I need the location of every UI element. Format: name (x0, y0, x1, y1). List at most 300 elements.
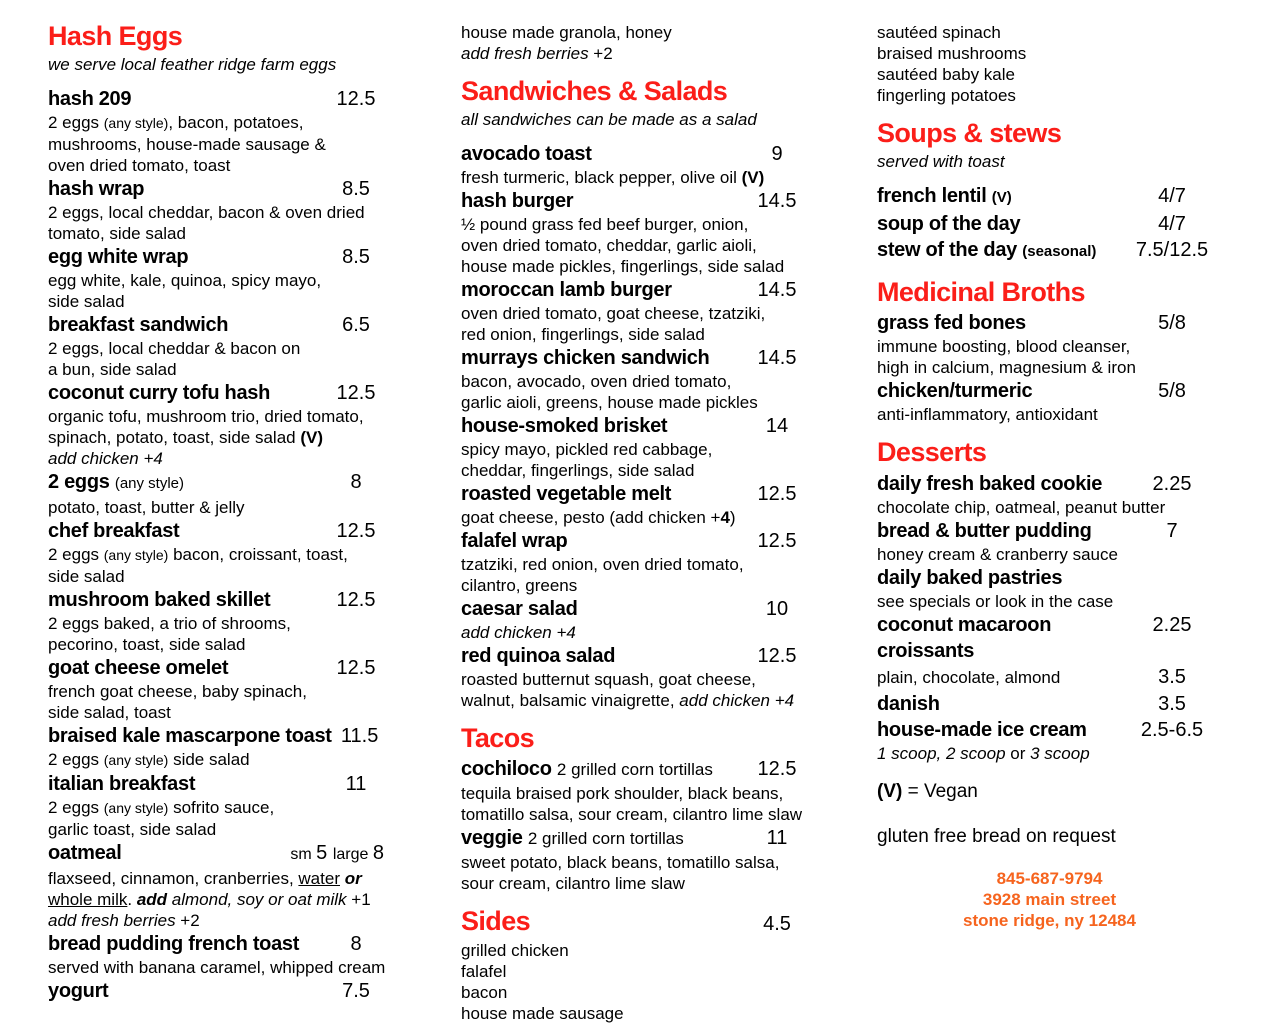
item-price-segment: 11 (345, 773, 367, 796)
item-price-segment: 4/7 (1158, 213, 1186, 236)
item-description-line (48, 957, 384, 978)
item-price-segment: 11 (766, 827, 788, 850)
item-price (328, 86, 384, 112)
description-segment: sour cream, cilantro lime slaw (461, 874, 685, 894)
menu-text-line (877, 85, 1222, 106)
item-price (328, 587, 384, 613)
item-name (48, 655, 228, 681)
item-description-line (48, 702, 384, 723)
description-segment: (V) (300, 428, 323, 448)
item-row (877, 691, 1222, 717)
item-name (48, 978, 108, 1004)
menu-item (877, 518, 1222, 565)
item-name-segment: (V) (991, 189, 1012, 207)
item-name (877, 471, 1102, 497)
item-name (48, 518, 179, 544)
item-price (1122, 691, 1222, 717)
item-description-line (48, 427, 384, 448)
item-name-segment: breakfast sandwich (48, 314, 229, 337)
item-name (461, 596, 578, 622)
item-price-segment: 8 (372, 842, 384, 865)
item-price-segment: 9 (771, 143, 783, 166)
menu-item (877, 310, 1222, 378)
section-heading: Sandwiches & Salads (461, 76, 728, 106)
item-price (1122, 664, 1222, 690)
item-row (461, 188, 805, 214)
item-name (461, 756, 713, 783)
description-segment: (any style) (103, 547, 169, 564)
item-row (877, 378, 1222, 404)
description-segment: french goat cheese, baby spinach, (48, 682, 307, 702)
item-price-segment: 12.5 (336, 589, 376, 612)
item-price (1122, 378, 1222, 404)
section-heading-row (48, 22, 384, 51)
item-row (461, 277, 805, 303)
item-name-segment: (seasonal) (1022, 243, 1097, 261)
item-name-segment: french lentil (877, 185, 992, 208)
item-name-segment: (any style) (114, 475, 185, 493)
menu-item (461, 528, 805, 596)
menu-item (877, 691, 1222, 717)
description-segment: goat cheese, pesto (add chicken + (461, 508, 721, 528)
menu-item (48, 380, 384, 469)
item-name (877, 565, 1062, 591)
text-segment: bacon (461, 982, 508, 1002)
item-description-line (48, 448, 384, 469)
description-segment: oven dried tomato, cheddar, garlic aioli, (461, 236, 757, 256)
section-heading-row (877, 278, 1222, 307)
item-price (1122, 471, 1222, 497)
item-description-line (461, 669, 805, 690)
item-name (877, 237, 1096, 265)
section-heading: Medicinal Broths (877, 277, 1085, 308)
description-segment: cilantro, greens (461, 576, 578, 596)
text-segment: +2 (588, 44, 613, 63)
item-name-segment: mushroom baked skillet (48, 589, 271, 612)
menu-item (461, 481, 805, 528)
item-price-segment: 7.5/12.5 (1135, 239, 1209, 262)
description-segment: tomato, side salad (48, 224, 186, 244)
item-description-line (48, 291, 384, 312)
menu-item (877, 717, 1222, 764)
description-segment: 2 eggs, local cheddar & bacon on (48, 339, 301, 359)
item-price-segment: 14.5 (757, 190, 797, 213)
item-name (877, 183, 1012, 211)
description-segment: mushrooms, house-made sausage & (48, 135, 326, 155)
item-description-line (461, 783, 805, 804)
menu-text-line (877, 64, 1222, 85)
item-description-line (48, 134, 384, 155)
item-price-segment: 5 (316, 842, 333, 865)
description-segment: +1 (346, 890, 371, 910)
item-price (328, 931, 384, 957)
item-description-line (48, 544, 384, 566)
item-row (48, 771, 384, 797)
item-name (461, 528, 567, 554)
item-description-line (48, 497, 384, 518)
item-description-line (48, 566, 384, 587)
item-row (877, 471, 1222, 497)
menu-text-line (877, 43, 1222, 64)
description-segment: 2 eggs (48, 798, 104, 818)
section-heading-row (461, 77, 805, 106)
item-row (48, 518, 384, 544)
item-price-segment: 3.5 (1158, 692, 1186, 715)
menu-item (461, 141, 805, 188)
item-name-segment: coconut curry tofu hash (48, 382, 271, 405)
item-name-segment: danish (877, 692, 940, 715)
item-name (48, 176, 144, 202)
item-name (877, 518, 1092, 544)
menu-item (877, 237, 1222, 265)
item-name-segment: oatmeal (48, 842, 122, 865)
text-segment: grilled chicken (461, 940, 569, 960)
item-row (877, 518, 1222, 544)
item-price (749, 756, 805, 782)
item-description-line (877, 591, 1222, 612)
item-description-line (48, 270, 384, 291)
contact-address-line: stone ridge, ny 12484 (963, 910, 1136, 930)
description-segment: walnut, balsamic vinaigrette, (461, 691, 680, 711)
item-price (290, 840, 384, 868)
item-description-line (461, 852, 805, 873)
description-segment: see specials or look in the case (877, 591, 1114, 611)
item-name (48, 312, 228, 338)
item-name-segment: daily baked pastries (877, 566, 1063, 589)
section-subtitle: all sandwiches can be made as a salad (461, 110, 757, 130)
description-segment: cheddar, fingerlings, side salad (461, 461, 695, 481)
item-name-segment: caesar salad (461, 598, 578, 621)
item-price (328, 312, 384, 338)
item-name-segment: house-smoked brisket (461, 415, 668, 438)
menu-text-line (461, 961, 805, 982)
description-segment: ) (729, 508, 736, 528)
gluten-free-note: gluten free bread on request (877, 825, 1116, 847)
description-segment: , bacon, potatoes, (168, 113, 304, 133)
description-segment: add fresh berries (48, 911, 176, 931)
item-name (48, 469, 184, 497)
text-segment: add fresh berries (461, 44, 589, 63)
item-description-line (48, 359, 384, 380)
menu-item (877, 565, 1222, 612)
item-row (877, 565, 1222, 591)
description-segment: spinach, potato, toast, side salad (48, 428, 301, 448)
item-price (749, 481, 805, 507)
item-name (877, 211, 1020, 237)
item-description-line (461, 235, 805, 256)
item-row (877, 183, 1222, 211)
item-row (877, 638, 1222, 664)
item-description-line (48, 112, 384, 134)
description-segment: bacon, croissant, toast, (168, 545, 348, 565)
description-segment: chocolate chip, oatmeal, peanut butter (877, 497, 1166, 517)
item-price (749, 141, 805, 167)
item-name (48, 723, 332, 749)
menu-item (461, 643, 805, 711)
menu-text-line (461, 22, 805, 43)
item-name (877, 638, 974, 664)
item-description-line (48, 338, 384, 359)
description-segment: oven dried tomato, goat cheese, tzatziki, (461, 304, 766, 324)
item-row (461, 141, 805, 167)
description-segment: garlic toast, side salad (48, 820, 217, 840)
item-row (48, 978, 384, 1004)
item-name-segment: house-made ice cream (877, 718, 1087, 741)
description-segment: organic tofu, mushroom trio, dried tomato, (48, 407, 364, 427)
description-segment: side salad (48, 292, 125, 312)
description-segment: served with banana caramel, whipped cream (48, 958, 386, 978)
vegan-key (877, 780, 1222, 804)
item-name (877, 378, 1032, 404)
description-segment: potato, toast, butter & jelly (48, 498, 245, 518)
item-description-line (48, 889, 384, 910)
item-row (48, 587, 384, 613)
item-row (48, 86, 384, 112)
item-name-segment: italian breakfast (48, 773, 196, 796)
section-heading-row (877, 119, 1222, 148)
item-price-segment: 7.5 (342, 980, 370, 1003)
item-price-segment: 4/7 (1158, 185, 1186, 208)
item-name-segment: 2 grilled corn tortillas (527, 829, 684, 849)
item-price (749, 413, 805, 439)
menu-item (877, 664, 1222, 691)
description-segment: add (136, 890, 168, 910)
item-row (877, 211, 1222, 237)
item-price (328, 655, 384, 681)
section-heading: Sides (461, 906, 531, 937)
item-description-line (461, 575, 805, 596)
item-name-segment: 2 grilled corn tortillas (556, 760, 713, 780)
item-price-segment: sm (290, 846, 317, 864)
description-segment: (any style) (103, 115, 169, 132)
item-description-line (877, 336, 1222, 357)
item-price-segment: 2.25 (1152, 613, 1192, 636)
item-name (48, 86, 131, 112)
menu-column-1 (48, 22, 384, 1004)
item-name (877, 717, 1087, 743)
item-name (877, 310, 1026, 336)
item-price (1122, 183, 1222, 209)
description-segment: oven dried tomato, toast (48, 156, 231, 176)
item-name-segment: chef breakfast (48, 520, 180, 543)
item-description-line (48, 749, 384, 771)
menu-item (877, 471, 1222, 518)
item-price-segment: 8.5 (342, 178, 370, 201)
item-price-segment: 14 (765, 415, 789, 438)
item-name-segment: soup of the day (877, 213, 1021, 236)
menu-text-line (461, 982, 805, 1003)
menu-item (48, 840, 384, 931)
item-price-segment: 12.5 (757, 530, 797, 553)
item-price-segment: 6.5 (342, 314, 370, 337)
description-segment: tzatziki, red onion, oven dried tomato, (461, 555, 744, 575)
item-name (461, 413, 667, 439)
menu-item (48, 655, 384, 723)
item-description-line (877, 743, 1222, 764)
item-price (328, 469, 384, 495)
item-name-segment: hash wrap (48, 178, 145, 201)
item-price (1122, 310, 1222, 336)
item-price-segment: 3.5 (1158, 665, 1186, 688)
item-description-line (48, 910, 384, 931)
text-segment: falafel (461, 961, 507, 981)
description-segment: garlic aioli, greens, house made pickles (461, 393, 758, 413)
item-name (877, 664, 1060, 691)
item-price (1122, 237, 1222, 263)
item-name-segment: croissants (877, 639, 975, 662)
menu-item (48, 518, 384, 587)
description-segment: a bun, side salad (48, 360, 177, 380)
item-price (328, 771, 384, 797)
text-segment: sautéed baby kale (877, 65, 1015, 84)
item-name (48, 244, 188, 270)
section-subtitle: served with toast (877, 152, 1005, 172)
item-row (48, 176, 384, 202)
item-row (877, 612, 1222, 638)
menu-text-line (461, 1003, 805, 1024)
item-name-segment: stew of the day (877, 239, 1023, 262)
item-description-line (48, 613, 384, 634)
item-price-segment: 12.5 (757, 758, 797, 781)
description-segment: almond, soy or oat milk (167, 890, 347, 910)
item-price-segment: 14.5 (757, 347, 797, 370)
contact-address-line: 3928 main street (982, 889, 1117, 909)
section-price: 4.5 (763, 913, 791, 936)
item-name (461, 643, 615, 669)
item-description-line (461, 554, 805, 575)
item-row (48, 931, 384, 957)
description-segment: immune boosting, blood cleanser, (877, 337, 1131, 357)
item-price-segment: 5/8 (1158, 312, 1186, 335)
item-price-segment: 14.5 (757, 279, 797, 302)
item-price-segment: 12.5 (336, 657, 376, 680)
description-segment: whole milk (48, 890, 128, 910)
menu-item (461, 825, 805, 894)
menu-item (877, 183, 1222, 211)
description-segment: flaxseed, cinnamon, cranberries, (48, 869, 299, 889)
item-price (1122, 612, 1222, 638)
description-segment: 3 scoop (1025, 743, 1090, 763)
item-description-line (461, 690, 805, 711)
item-price-segment: 12.5 (336, 382, 376, 405)
item-description-line (461, 460, 805, 481)
item-name (461, 825, 684, 852)
description-segment: (V) (741, 168, 765, 188)
description-segment: 2 eggs (48, 545, 104, 565)
item-row (461, 596, 805, 622)
item-name (461, 277, 672, 303)
menu-column-2 (461, 22, 805, 1024)
description-segment: tomatillo salsa, sour cream, cilantro lime slaw (461, 805, 803, 825)
description-segment: spicy mayo, pickled red cabbage, (461, 440, 713, 460)
menu-text-line (877, 22, 1222, 43)
item-price-segment: 7 (1166, 519, 1178, 542)
section-heading-row (461, 907, 805, 936)
item-price (1122, 518, 1222, 544)
item-row (461, 756, 805, 783)
item-description-line (48, 223, 384, 244)
description-segment: or (344, 869, 362, 889)
item-name-segment: chicken/turmeric (877, 380, 1033, 403)
vegan-key-symbol: (V) (877, 780, 903, 802)
item-description-line (48, 681, 384, 702)
text-segment: fingerling potatoes (877, 86, 1016, 105)
description-segment: sweet potato, black beans, tomatillo salsa, (461, 853, 780, 873)
item-price-segment: 8.5 (342, 246, 370, 269)
description-segment: pecorino, toast, side salad (48, 635, 246, 655)
item-price (749, 277, 805, 303)
item-description-line (461, 214, 805, 235)
item-description-line (48, 155, 384, 176)
menu-item (48, 931, 384, 978)
description-segment: side salad, toast (48, 703, 171, 723)
description-segment: anti-inflammatory, antioxidant (877, 405, 1098, 425)
description-segment: add chicken +4 (461, 623, 576, 643)
item-name-segment: hash burger (461, 190, 574, 213)
item-price (749, 188, 805, 214)
item-name-segment: bread pudding french toast (48, 933, 300, 956)
item-name (48, 380, 270, 406)
item-price (332, 723, 388, 749)
description-segment: add chicken +4 (679, 691, 795, 711)
item-name-segment: murrays chicken sandwich (461, 347, 710, 370)
item-name (461, 188, 573, 214)
item-row (877, 237, 1222, 265)
menu-text-line (461, 940, 805, 961)
description-segment: water (298, 869, 340, 889)
description-segment: fresh turmeric, black pepper, olive oil (461, 168, 742, 188)
item-price-segment: 2.25 (1152, 472, 1192, 495)
item-description-line (461, 439, 805, 460)
item-price-segment: 8 (350, 471, 362, 494)
item-name-segment: yogurt (48, 980, 109, 1003)
item-description-line (461, 873, 805, 894)
description-segment: honey cream & cranberry sauce (877, 544, 1118, 564)
menu-item (48, 469, 384, 518)
menu-item (48, 244, 384, 312)
description-segment: add chicken +4 (48, 449, 163, 469)
item-price (749, 345, 805, 371)
item-description-line (461, 256, 805, 277)
description-segment: red onion, fingerlings, side salad (461, 325, 705, 345)
item-description-line (48, 202, 384, 223)
item-description-line (461, 507, 805, 528)
description-segment: or (1010, 743, 1026, 763)
item-name-segment: egg white wrap (48, 246, 189, 269)
item-name-segment: cochiloco (461, 758, 557, 781)
description-segment: bacon, avocado, oven dried tomato, (461, 372, 732, 392)
section-heading-row (461, 724, 805, 753)
item-row (461, 481, 805, 507)
item-name-segment: red quinoa salad (461, 645, 616, 668)
item-row (877, 717, 1222, 743)
text-segment: sautéed spinach (877, 23, 1001, 42)
item-price-segment: 2.5-6.5 (1140, 718, 1204, 741)
item-row (48, 469, 384, 497)
item-price (328, 244, 384, 270)
item-price-segment: large (332, 846, 373, 864)
item-row (461, 413, 805, 439)
contact-phone: 845-687-9794 (996, 868, 1103, 888)
item-description-line (48, 868, 384, 889)
description-segment: +2 (175, 911, 200, 931)
item-price (328, 518, 384, 544)
item-row (48, 380, 384, 406)
item-description-line (461, 324, 805, 345)
menu-item (461, 345, 805, 413)
item-price-segment: 12.5 (757, 483, 797, 506)
description-segment: 4 (720, 508, 730, 528)
